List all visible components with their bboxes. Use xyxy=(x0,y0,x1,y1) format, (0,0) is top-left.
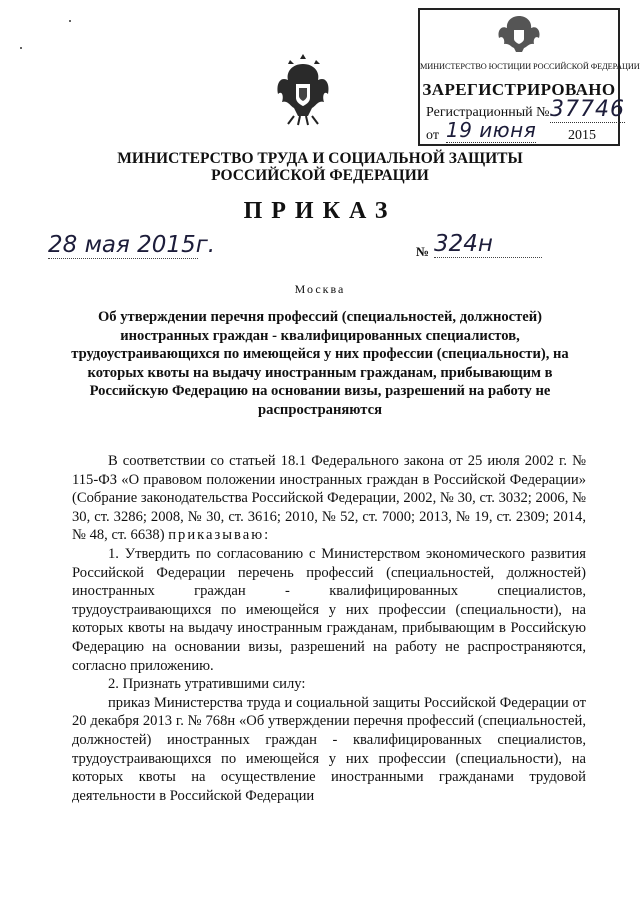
orders-word: приказываю: xyxy=(168,527,271,544)
registration-stamp xyxy=(418,8,640,146)
order-number-label: № xyxy=(416,244,430,259)
stamp-date-handwritten: 19 июня xyxy=(446,118,537,142)
stamp-date-prefix: от xyxy=(426,128,439,143)
ministry-line-2: РОССИЙСКОЙ ФЕДЕРАЦИИ xyxy=(211,167,429,184)
preamble-text: В соответствии со статьей 18.1 Федерального закона от 25 июля 2002 г. № 115-ФЗ «О правовом положении иностранных граждан в Российской Федерации» (Собрание законодательства Российской Федерации, 2002, № 30, ст. 3032; 2006, № 30, ст. 3286; 2008, № 30, ст. 3616; 2010, № 52, ст. 7000; 2013, № 19, ст. 2309; 2014, № 48, ст. 6638) xyxy=(72,453,586,544)
order-body xyxy=(72,452,586,805)
stamp-reg-label: Регистрационный № xyxy=(426,105,550,120)
city-name: Москва xyxy=(294,282,346,296)
stamp-emblem-icon xyxy=(492,14,546,54)
order-number-handwritten: 324н xyxy=(434,231,542,258)
ministry-line-1: МИНИСТЕРСТВО ТРУДА И СОЦИАЛЬНОЙ ЗАЩИТЫ xyxy=(117,150,523,167)
scan-speck xyxy=(69,20,71,22)
stamp-ministry-name: МИНИСТЕРСТВО ЮСТИЦИИ РОССИЙСКОЙ ФЕДЕРАЦИИ xyxy=(420,62,640,71)
stamp-year: 2015 xyxy=(568,128,596,143)
stamp-date-line xyxy=(426,118,596,144)
body-paragraph-item-1: 1. Утвердить по согласованию с Министерством экономического развития Российской Федерации перечень профессий (специальностей, должностей) иностранных граждан - квалифицированных специалистов, трудоустраивающихся по имеющейся у них профессии (специальности), на которых квоты на выдачу иностранным гражданам, прибывающим в Российскую Федерацию на основании визы, разрешений на работу не распространяются, согласно приложению. xyxy=(72,545,586,674)
body-paragraph-repealed-order: приказ Министерства труда и социальной защиты Российской Федерации от 20 декабря 2013 г. № 768н «Об утверждении перечня профессий (специальностей, должностей) иностранных граждан - квалифицированных специалистов, трудоустраивающихся по имеющейся у них профессии (специальности), на которых квоты на осуществление иностранными гражданами трудовой деятельности в Российской Федерации xyxy=(72,694,586,804)
coat-of-arms-emblem xyxy=(272,50,334,128)
stamp-reg-number: 37746 xyxy=(550,97,625,122)
scan-speck xyxy=(20,47,22,49)
stamp-registered-label: ЗАРЕГИСТРИРОВАНО xyxy=(422,80,616,99)
document-type-title: ПРИКАЗ xyxy=(243,198,397,224)
body-paragraph-preamble xyxy=(72,452,586,545)
order-subject-title: Об утверждении перечня профессий (специальностей, должностей) иностранных граждан - квалифицированных специалистов, трудоустраивающихся по имеющейся у них профессии (специальности), на которых квоты на выдачу иностранным гражданам, прибывающим в Российскую Федерацию на основании визы, разрешений на работу не распространяются xyxy=(71,309,569,418)
order-date-handwritten: 28 мая 2015г. xyxy=(48,232,216,258)
body-paragraph-item-2: 2. Признать утратившими силу: xyxy=(108,676,306,693)
ministry-name xyxy=(80,150,560,184)
